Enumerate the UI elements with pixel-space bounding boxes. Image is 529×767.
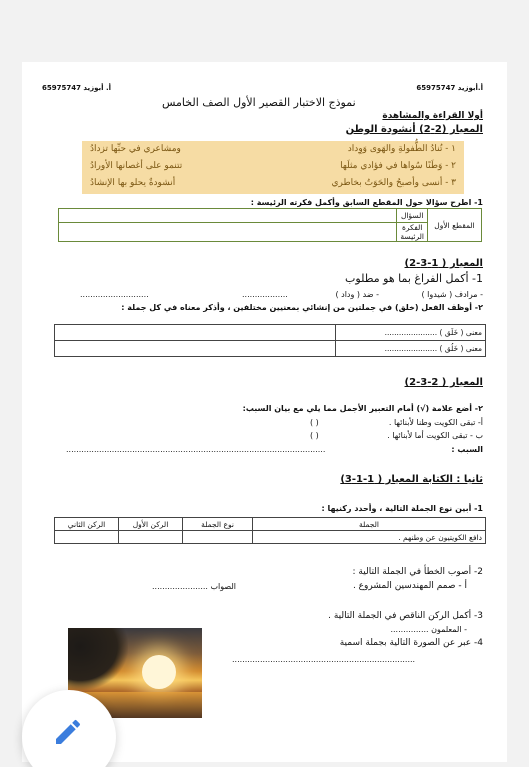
fill-blank-prompt: 1- أكمل الفراغ بما هو مطلوب bbox=[345, 272, 483, 285]
idea-answer-cell[interactable] bbox=[59, 223, 397, 242]
first-pillar-cell[interactable] bbox=[119, 531, 183, 544]
option-b: ب - تبقى الكويت أما لأبنائها . bbox=[387, 431, 483, 440]
synonym-label: - مرادف ( شيدوا ) bbox=[421, 290, 483, 299]
describe-image-prompt: 4- عبر عن الصورة التالية بجملة اسمية bbox=[339, 638, 483, 648]
section-heading-reading: أولا القراءة والمشاهدة bbox=[382, 111, 483, 121]
criterion-2-3-2: المعيار ( 2-3-2) bbox=[404, 377, 483, 388]
second-pillar-cell[interactable] bbox=[55, 531, 119, 544]
checkmark-prompt: ٢- أضع علامة (√) أمام التعبير الأجمل مما يلي مع بيان السبب: bbox=[242, 404, 483, 413]
correction-answer[interactable]: الصواب ...................... bbox=[152, 582, 236, 591]
criterion-2-2: المعيار (2-2) أنشودة الوطن bbox=[345, 124, 483, 135]
synonym-answer-blank[interactable]: .................. bbox=[242, 290, 288, 299]
describe-image-answer[interactable]: ........................................................................ bbox=[232, 655, 416, 664]
option-b-checkbox[interactable]: ( ) bbox=[310, 431, 319, 440]
teacher-contact-right: أ.أبوزيد 65975747 bbox=[416, 84, 483, 92]
tree-silhouette bbox=[68, 628, 128, 690]
reason-answer-line[interactable]: ...................................................................................................... bbox=[66, 445, 326, 454]
writing-criterion: ثانيا : الكتابة المعيار ( 1-1-3) bbox=[340, 474, 483, 485]
meaning-2-cell: معنى ( خَلُق ) ...................... bbox=[336, 341, 486, 357]
complete-pillar-sentence[interactable]: - المعلمون ............... bbox=[390, 625, 467, 634]
pencil-icon bbox=[52, 716, 84, 748]
error-sentence: أ - صمم المهندسين المشروع . bbox=[352, 581, 467, 591]
idea-table bbox=[58, 208, 482, 242]
question-1-prompt: 1- اطرح سؤالا حول المقطع السابق وأكمل فكرته الرئيسة : bbox=[250, 198, 483, 207]
col-first-pillar: الركن الأول bbox=[119, 518, 183, 531]
part-label-cell: المقطع الأول bbox=[427, 209, 481, 242]
meaning-1-cell: معنى ( خَلَق ) ...................... bbox=[336, 325, 486, 341]
sentence-analysis-table bbox=[54, 517, 486, 544]
sentence-2-cell[interactable] bbox=[55, 341, 336, 357]
poem-line-3-right: ٣ - أنسى وأصبحُ والحَوَتُ بخاطري bbox=[331, 178, 456, 188]
sun-shape bbox=[142, 655, 176, 689]
question-label-cell: السؤال bbox=[397, 209, 428, 223]
question-answer-cell[interactable] bbox=[59, 209, 397, 223]
poem-line-3-left: أنشودةٌ يحلو بها الإنشادُ bbox=[90, 178, 176, 188]
reason-label: السبب : bbox=[451, 445, 483, 454]
sentence-type-cell[interactable] bbox=[183, 531, 253, 544]
poem-line-1-left: ومشاعري في حبِّها تزدادُ bbox=[90, 144, 181, 154]
option-a: أ- تبقى الكويت وطنا لأبنائها . bbox=[388, 418, 483, 427]
correct-error-prompt: 2- أصوب الخطأ في الجملة التالية : bbox=[352, 567, 483, 577]
col-sentence-type: نوع الجملة bbox=[183, 518, 253, 531]
sentence-type-prompt: 1- أبين نوع الجملة التالية ، وأحدد ركنيها : bbox=[321, 504, 483, 513]
poem-box bbox=[82, 141, 464, 194]
poem-line-2-left: تتنمو على أغصانها الأورادُ bbox=[90, 161, 183, 171]
worksheet-page bbox=[22, 62, 507, 762]
teacher-contact-left: أ. أبوزيد 65975747 bbox=[42, 84, 112, 92]
verb-meaning-table bbox=[54, 324, 486, 357]
sentence-1-cell[interactable] bbox=[55, 325, 336, 341]
opposite-label: - ضد ( وداد ) bbox=[335, 290, 379, 299]
poem-line-2-right: ٢ - وَطَنًا سُواها في فؤادي مثلَها bbox=[340, 161, 456, 171]
opposite-answer-blank[interactable]: ........................... bbox=[80, 290, 149, 299]
col-sentence: الجملة bbox=[253, 518, 486, 531]
idea-label-cell: الفكرة الرئيسة bbox=[397, 223, 428, 242]
complete-pillar-prompt: 3- أكمل الركن الناقص في الجملة التالية . bbox=[328, 611, 483, 621]
criterion-1-3-2: المعيار ( 1-3-2) bbox=[404, 258, 483, 269]
sentence-cell: دافع الكويتيون عن وطنهم . bbox=[253, 531, 486, 544]
question-2-verb-prompt: ٢- أوظف الفعل (خلق) في جملتين من إنشائي بمعنيين مختلفين ، وأذكر معناه في كل جملة : bbox=[121, 303, 483, 312]
page-title: نموذج الاختبار القصير الأول الصف الخامس bbox=[162, 96, 356, 109]
option-a-checkbox[interactable]: ( ) bbox=[310, 418, 319, 427]
poem-line-1-right: ١ - تُنادُ الطُّفولةِ والهَوى وَوِداد bbox=[347, 144, 456, 154]
col-second-pillar: الركن الثاني bbox=[55, 518, 119, 531]
